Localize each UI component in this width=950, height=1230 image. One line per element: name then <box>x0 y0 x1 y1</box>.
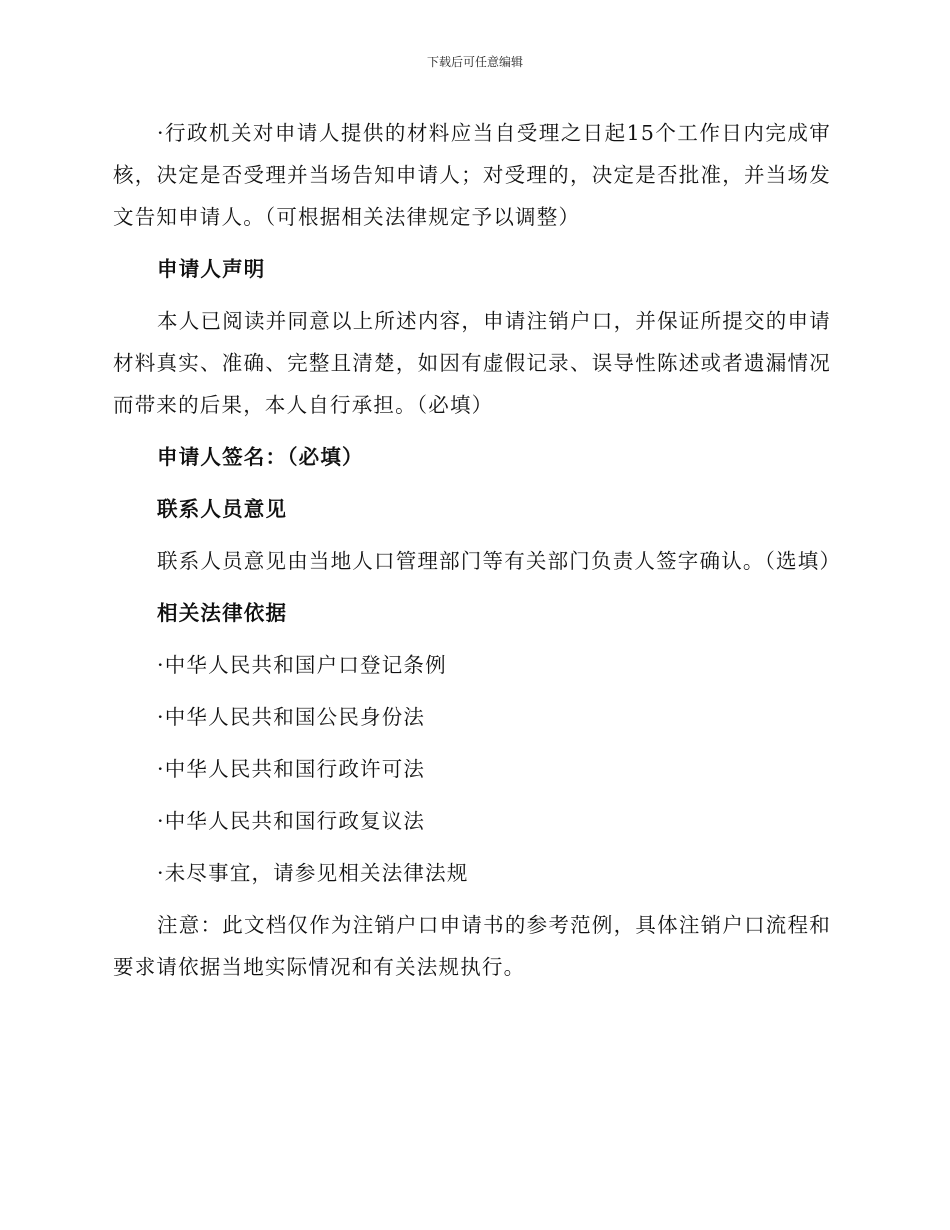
signature-heading: 申请人签名：（必填） <box>157 445 364 469</box>
legal-heading: 相关法律依据 <box>157 601 288 625</box>
list-item: ·中华人民共和国户口登记条例 <box>157 653 447 677</box>
contact-paragraph: 联系人员意见由当地人口管理部门等有关部门负责人签字确认。（选填） <box>157 549 842 573</box>
declaration-paragraph: 本人已阅读并同意以上所述内容，申请注销户口，并保证所提交的申请材料真实、准确、完整且清楚，如因有虚假记录、误导性陈述或者遗漏情况而带来的后果，本人自行承担。（必填） <box>113 309 831 417</box>
legal-list <box>113 644 831 894</box>
note-paragraph: 注意：此文档仅作为注销户口申请书的参考范例，具体注销户口流程和要求请依据当地实际情况和有关法规执行。 <box>113 913 831 979</box>
contact-heading: 联系人员意见 <box>157 497 288 521</box>
document-body <box>113 112 842 998</box>
list-item: ·中华人民共和国行政许可法 <box>157 757 426 781</box>
declaration-heading: 申请人声明 <box>157 257 266 281</box>
list-item: ·未尽事宜，请参见相关法律法规 <box>157 861 469 885</box>
list-item: ·中华人民共和国行政复议法 <box>157 809 426 833</box>
page-header: 下载后可任意编辑 <box>426 55 523 69</box>
review-paragraph: ·行政机关对申请人提供的材料应当自受理之日起15个工作日内完成审核，决定是否受理并当场告知申请人；对受理的，决定是否批准，并当场发文告知申请人。（可根据相关法律规定予以调整） <box>113 121 831 229</box>
list-item: ·中华人民共和国公民身份法 <box>157 705 426 729</box>
